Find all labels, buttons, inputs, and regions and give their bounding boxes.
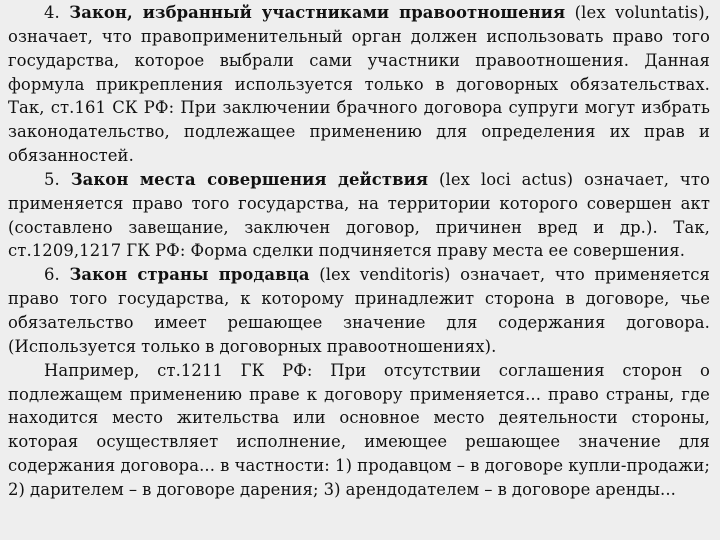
paragraph-law-of-parties-choice — [8, 1, 710, 168]
paragraph-example-art-1211 — [8, 359, 710, 502]
term-heading: Закон, избранный участниками правоотношения — [69, 3, 566, 22]
paragraph-number: 5. — [44, 169, 71, 189]
paragraph-body: (lex loci actus) означает, что применяется право того государства, на территории которого совершен акт (составлено завещание, заключен договор, причинен вред и др.). Так, ст.1209,1217 ГК РФ: Форма сделки подчиняется праву места ее совершения. — [8, 169, 711, 261]
paragraph-body: Например, ст.1211 ГК РФ: При отсутствии соглашения сторон о подлежащем применению праве к договору применяется... право страны, где находится место жительства или основное место деятельности стороны, которая осуществляет исполнение, имеющее решающее значение для содержания договора... в частности: 1) продавцом – в договоре купли-продажи; 2) дарителем – в договоре дарения; 3) арендодателем – в договоре аренды... — [8, 360, 710, 499]
term-heading: Закон страны продавца — [69, 265, 310, 285]
paragraph-number: 4. — [44, 3, 70, 22]
paragraph-body: (lex voluntatis), означает, что правоприменительный орган должен использовать право того государства, которое выбрали сами участники правоотношения. Данная формула прикрепления используется только в договорных обязательствах. Так, ст.161 СК РФ: При заключении брачного договора супруги могут избрать законодательство, подлежащее применению для определения их прав и обязанностей. — [8, 3, 710, 166]
paragraph-number: 6. — [44, 265, 70, 285]
term-heading: Закон места совершения действия — [70, 169, 429, 189]
paragraph-body: (lex venditoris) означает, что применяется право того государства, к которому принадлежит сторона в договоре, чье обязательство имеет решающее значение для содержания договора. (Используется только в договорных правоотношениях). — [8, 265, 710, 356]
paragraph-law-of-seller-country — [8, 263, 710, 358]
paragraph-law-of-place-of-act — [8, 168, 710, 263]
